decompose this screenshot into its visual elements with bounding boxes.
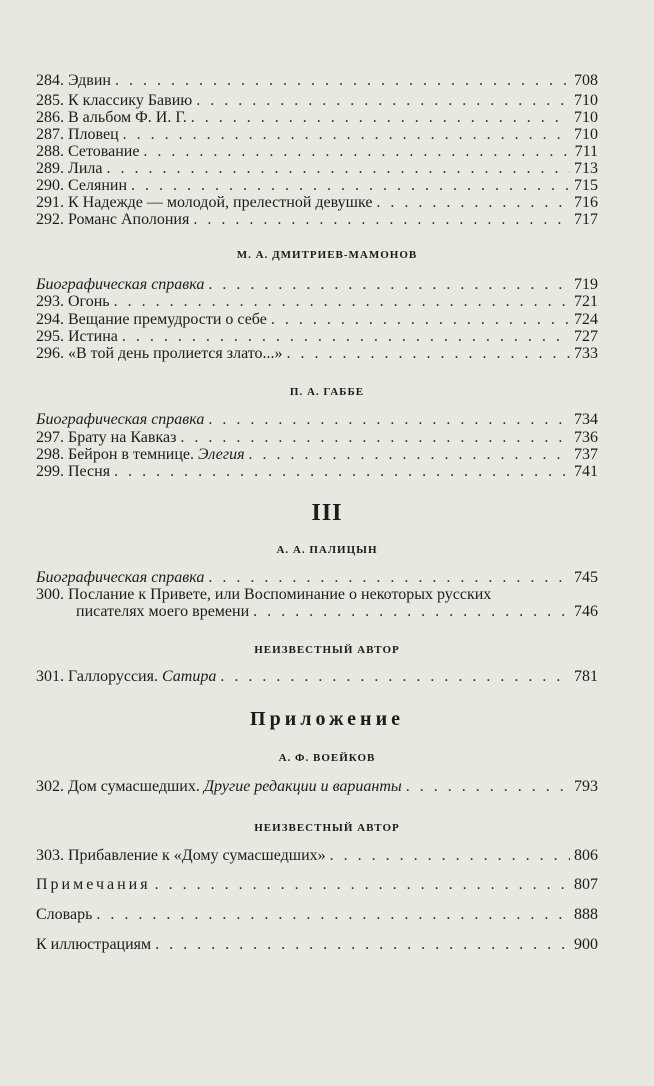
entry-title: 287. Пловец xyxy=(36,126,119,143)
entry-title: 293. Огонь xyxy=(36,293,110,310)
entry-title: К иллюстрациям xyxy=(36,936,152,953)
leader-dots xyxy=(115,72,570,90)
entry-title: 296. «В той день пролиется злато...» xyxy=(36,345,283,362)
entry-subtitle: Другие редакции и варианты xyxy=(203,778,402,795)
page-number: 736 xyxy=(574,429,598,446)
entry-title: 291. К Надежде — молодой, прелестной девушке xyxy=(36,194,373,211)
author-heading: М. А. ДМИТРИЕВ-МАМОНОВ xyxy=(236,249,418,261)
appendix-title: Приложение xyxy=(250,708,404,730)
page-number: 710 xyxy=(574,126,598,143)
page-number: 807 xyxy=(574,876,598,893)
toc-entry xyxy=(36,276,598,294)
leader-dots xyxy=(107,160,571,178)
entry-title: 298. Бейрон в темнице. Элегия xyxy=(36,446,245,463)
leader-dots xyxy=(191,109,570,127)
page-number: 746 xyxy=(574,603,598,620)
entry-title: 285. К классику Бавию xyxy=(36,92,193,109)
leader-dots xyxy=(249,446,570,464)
toc-entry xyxy=(36,463,598,481)
leader-dots xyxy=(114,463,570,481)
toc-entry xyxy=(36,411,598,429)
leader-dots xyxy=(271,311,570,329)
author-heading: НЕИЗВЕСТНЫЙ АВТОР xyxy=(254,644,400,656)
entry-title-italic: Биографическая справка xyxy=(36,276,205,293)
page-number: 781 xyxy=(574,668,598,685)
toc-entry xyxy=(36,345,598,363)
leader-dots xyxy=(376,194,570,212)
entry-title xyxy=(36,276,204,294)
toc-entry xyxy=(36,446,598,464)
toc-entry xyxy=(36,586,598,604)
page-number: 733 xyxy=(574,345,598,362)
leader-dots xyxy=(208,411,570,429)
toc-entry xyxy=(36,92,598,110)
leader-dots xyxy=(406,778,570,796)
page-number: 711 xyxy=(574,143,598,160)
page-number: 721 xyxy=(574,293,598,310)
page-number: 719 xyxy=(574,276,598,293)
entry-title xyxy=(36,569,204,587)
author-heading: А. А. ПАЛИЦЫН xyxy=(276,544,378,556)
page-number: 888 xyxy=(574,906,598,923)
entry-title xyxy=(36,411,204,429)
toc-entry xyxy=(36,177,598,195)
page-number: 713 xyxy=(574,160,598,177)
toc-entry xyxy=(36,126,598,144)
entry-title: Словарь xyxy=(36,906,93,923)
entry-subtitle: Сатира xyxy=(161,668,217,685)
author-heading: А. Ф. ВОЕЙКОВ xyxy=(278,752,376,764)
entry-title: 289. Лила xyxy=(36,160,103,177)
entry-title: Примечания xyxy=(36,876,151,893)
page-number: 710 xyxy=(574,109,598,126)
toc-entry xyxy=(36,668,598,686)
entry-title-italic: Биографическая справка xyxy=(36,411,205,428)
author-heading: П. А. ГАББЕ xyxy=(289,386,365,398)
leader-dots xyxy=(287,345,570,363)
leader-dots xyxy=(131,177,570,195)
toc-entry xyxy=(36,194,598,212)
toc-entry xyxy=(36,778,598,796)
toc-entry xyxy=(36,72,598,90)
page-number: 724 xyxy=(574,311,598,328)
page-number: 727 xyxy=(574,328,598,345)
author-heading: НЕИЗВЕСТНЫЙ АВТОР xyxy=(254,822,400,834)
page-number: 737 xyxy=(574,446,598,463)
toc-entry xyxy=(36,211,598,229)
entry-title: 292. Романс Аполония xyxy=(36,211,190,228)
page-number: 710 xyxy=(574,92,598,109)
toc-entry xyxy=(36,429,598,447)
page-number: 715 xyxy=(574,177,598,194)
toc-entry xyxy=(36,311,598,329)
page-number: 793 xyxy=(574,778,598,795)
back-matter-entry xyxy=(36,936,598,954)
toc-entry xyxy=(36,109,598,127)
leader-dots xyxy=(180,429,570,447)
entry-title: 294. Вещание премудрости о себе xyxy=(36,311,267,328)
entry-title-italic: Биографическая справка xyxy=(36,569,205,586)
page-number: 716 xyxy=(574,194,598,211)
page-number: 708 xyxy=(574,72,598,89)
page-number: 717 xyxy=(574,211,598,228)
part-three-numeral: III xyxy=(311,500,343,526)
entry-title: 295. Истина xyxy=(36,328,118,345)
entry-title: 299. Песня xyxy=(36,463,111,480)
toc-entry xyxy=(36,293,598,311)
entry-title: 300. Послание к Привете, или Воспоминание о некоторых русских xyxy=(36,586,492,603)
page-number: 806 xyxy=(574,847,598,864)
toc-entry xyxy=(36,143,598,161)
leader-dots xyxy=(155,936,570,954)
toc-entry xyxy=(36,160,598,178)
entry-title: 290. Селянин xyxy=(36,177,127,194)
leader-dots xyxy=(196,92,570,110)
leader-dots xyxy=(253,603,570,621)
entry-title-continued: писателях моего времени xyxy=(76,603,250,620)
leader-dots xyxy=(114,293,570,311)
leader-dots xyxy=(220,668,570,686)
leader-dots xyxy=(193,211,570,229)
entry-title: 286. В альбом Ф. И. Г. xyxy=(36,109,187,126)
toc-entry xyxy=(36,847,598,865)
entry-subtitle: Элегия xyxy=(197,446,245,463)
leader-dots xyxy=(330,847,570,865)
leader-dots xyxy=(143,143,570,161)
entry-title: 303. Прибавление к «Дому сумасшедших» xyxy=(36,847,326,864)
entry-title: 301. Галлоруссия. Сатира xyxy=(36,668,217,685)
toc-entry xyxy=(36,569,598,587)
toc-entry-continuation xyxy=(76,603,598,621)
page-number: 900 xyxy=(574,936,598,953)
entry-title: 297. Брату на Кавказ xyxy=(36,429,177,446)
page-number: 741 xyxy=(574,463,598,480)
entry-title: 284. Эдвин xyxy=(36,72,111,89)
back-matter-entry xyxy=(36,876,598,894)
entry-title: 302. Дом сумасшедших. Другие редакции и варианты xyxy=(36,778,402,795)
page-number: 745 xyxy=(574,569,598,586)
leader-dots xyxy=(122,328,570,346)
leader-dots xyxy=(96,906,570,924)
leader-dots xyxy=(208,569,570,587)
leader-dots xyxy=(123,126,570,144)
back-matter-entry xyxy=(36,906,598,924)
toc-entry xyxy=(36,328,598,346)
leader-dots xyxy=(155,876,570,894)
leader-dots xyxy=(208,276,570,294)
entry-title: 288. Сетование xyxy=(36,143,140,160)
page-number: 734 xyxy=(574,411,598,428)
